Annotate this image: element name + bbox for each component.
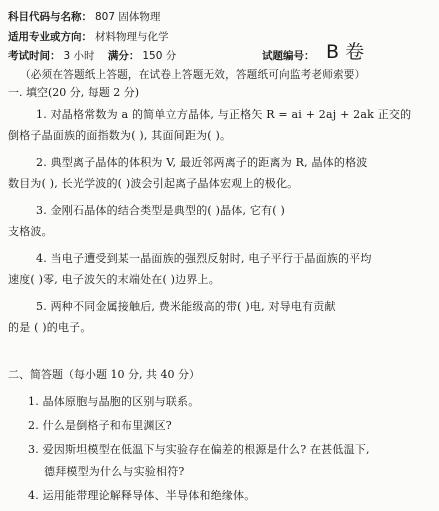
q1-line-b: 倒格子晶面族的面指数为( ), 其面间距为( )。 — [8, 129, 232, 142]
sq3-line-a: 3. 爱因斯坦模型在低温下与实验存在偏差的根源是什么? 在甚低温下, — [28, 443, 370, 456]
code-field — [262, 48, 315, 63]
q2-line-b: 数目为( ), 长光学波的( )波会引起离子晶体宏观上的极化。 — [8, 177, 299, 190]
subject-line — [8, 9, 160, 24]
paper-mark: B 卷 — [326, 41, 365, 63]
major-line — [8, 29, 169, 44]
section1-title: 一. 填空(20 分, 每题 2 分) — [8, 86, 140, 99]
q1-line-a: 1. 对晶格常数为 a 的简单立方晶体, 与正格矢 R = ai + 2aj + 2ak 正交的 — [36, 108, 412, 121]
sq1: 1. 晶体原胞与晶胞的区别与联系。 — [28, 395, 200, 408]
sq2: 2. 什么是倒格子和布里渊区? — [28, 419, 172, 432]
time-value: 3 小时 — [63, 50, 95, 62]
q4-line-b: 速度( )零, 电子波矢的末端处在( )边界上。 — [8, 273, 220, 286]
score-value: 150 分 — [142, 50, 177, 62]
section2-title: 二、简答题（每小题 10 分, 共 40 分） — [8, 368, 200, 381]
code-label: 试题编号： — [262, 50, 315, 62]
q5-line-b: 的是 ( )的电子。 — [8, 321, 92, 334]
score-label: 满分： — [107, 50, 140, 62]
q3-line-b: 支格波。 — [8, 225, 53, 238]
major-value: 材料物理与化学 — [95, 31, 169, 43]
notice: （必须在答题纸上答题，在试卷上答题无效，答题纸可向监考老师索要） — [20, 69, 366, 81]
q3-line-a: 3. 金刚石晶体的结合类型是典型的( )晶体, 它有( ) — [36, 204, 285, 217]
sq3-line-b: 德拜模型为什么与实验相符? — [44, 465, 185, 478]
time-score-line — [8, 48, 176, 63]
major-label: 适用专业或方向： — [8, 31, 92, 43]
q5-line-a: 5. 两种不同金属接触后, 费米能级高的带( )电, 对导电有贡献 — [36, 300, 336, 313]
sq4: 4. 运用能带理论解释导体、半导体和绝缘体。 — [28, 489, 256, 502]
q4-line-a: 4. 当电子遭受到某一晶面族的强烈反射时, 电子平行于晶面族的平均 — [36, 252, 372, 265]
subject-label: 科目代码与名称： — [8, 11, 92, 23]
subject-value: 807 固体物理 — [95, 11, 161, 23]
q2-line-a: 2. 典型离子晶体的体积为 V, 最近邻两离子的距离为 R, 晶体的格波 — [36, 156, 368, 169]
time-label: 考试时间： — [8, 50, 61, 62]
